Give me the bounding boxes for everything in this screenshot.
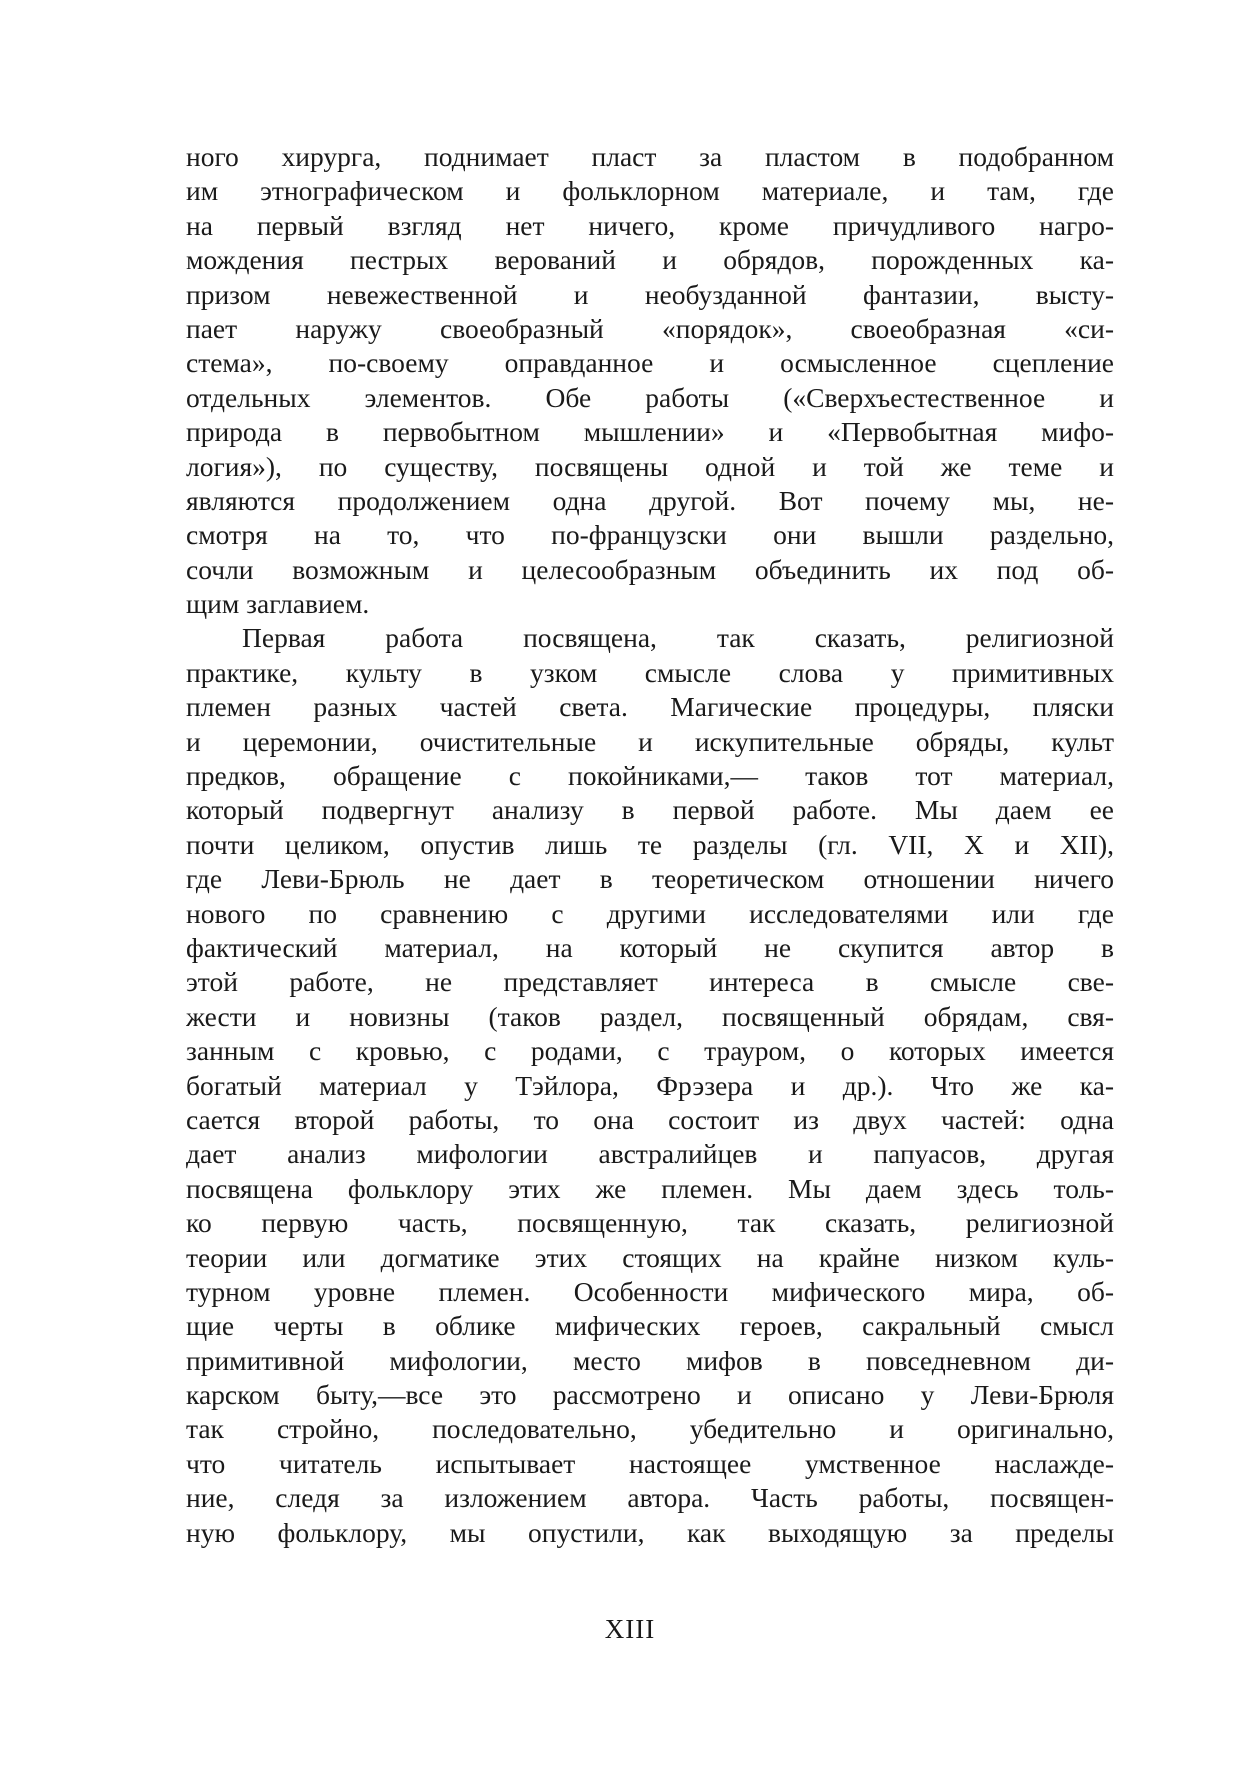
text-line: щим заглавием. (186, 588, 370, 620)
text-line: и церемонии, очистительные и искупительные обряды, культ (186, 725, 1114, 757)
text-line: на первый взгляд нет ничего, кроме причудливого нагро- (186, 209, 1114, 241)
text-line: пает наружу своеобразный «порядок», своеобразная «си- (186, 312, 1114, 344)
page-body (186, 140, 1114, 1550)
text-line: сается второй работы, то она состоит из двух частей: одна (186, 1103, 1114, 1135)
text-line: ко первую часть, посвященную, так сказать, религиозной (186, 1207, 1114, 1239)
text-line: смотря на то, что по-французски они вышли раздельно, (186, 519, 1114, 551)
text-line: посвящена фольклору этих же племен. Мы даем здесь толь- (186, 1172, 1114, 1204)
text-line: стема», по-своему оправданное и осмысленное сцепление (186, 347, 1114, 379)
page-number: XIII (604, 1614, 656, 1644)
text-line: нового по сравнению с другими исследователями или где (186, 897, 1114, 929)
text-line: турном уровне племен. Особенности мифического мира, об- (186, 1275, 1114, 1307)
text-line: занным с кровью, с родами, с трауром, о которых имеется (186, 1035, 1114, 1067)
paragraph-2 (186, 621, 1114, 1550)
text-line: призом невежественной и необузданной фантазии, высту- (186, 278, 1114, 310)
text-line: дает анализ мифологии австралийцев и папуасов, другая (186, 1138, 1114, 1170)
text-line: ного хирурга, поднимает пласт за пластом в подобранном (186, 141, 1114, 172)
text-line: ние, следя за изложением автора. Часть работы, посвящен- (186, 1482, 1114, 1514)
paragraph-1 (186, 140, 1114, 621)
text-line: щие черты в облике мифических героев, сакральный смысл (186, 1310, 1114, 1342)
text-line: сочли возможным и целесообразным объединить их под об- (186, 553, 1114, 585)
text-line: этой работе, не представляет интереса в смысле све- (186, 966, 1114, 998)
text-line: карском быту,—все это рассмотрено и описано у Леви-Брюля (186, 1379, 1114, 1411)
text-line: отдельных элементов. Обе работы («Сверхъестественное и (186, 381, 1114, 413)
text-line: фактический материал, на который не скупится автор в (186, 931, 1114, 963)
text-line: ную фольклору, мы опустили, как выходящую за пределы (186, 1516, 1114, 1548)
text-line: почти целиком, опустив лишь те разделы (гл. VII, X и XII), (186, 828, 1114, 860)
text-line: богатый материал у Тэйлора, Фрэзера и др.). Что же ка- (186, 1069, 1114, 1101)
text-line: жести и новизны (таков раздел, посвященный обрядам, свя- (186, 1000, 1114, 1032)
text-line: им этнографическом и фольклорном материале, и там, где (186, 175, 1114, 207)
text-line: который подвергнут анализу в первой работе. Мы даем ее (186, 794, 1114, 826)
text-line: практике, культу в узком смысле слова у примитивных (186, 656, 1114, 688)
text-line: логия»), по существу, посвящены одной и той же теме и (186, 450, 1114, 482)
text-line: так стройно, последовательно, убедительно и оригинально, (186, 1413, 1114, 1445)
text-line: что читатель испытывает настоящее умственное наслажде- (186, 1447, 1114, 1479)
text-line: где Леви-Брюль не дает в теоретическом отношении ничего (186, 863, 1114, 895)
text-line: предков, обращение с покойниками,— таков тот материал, (186, 760, 1114, 792)
text-line: Первая работа посвящена, так сказать, религиозной (242, 622, 1114, 654)
text-line: природа в первобытном мышлении» и «Первобытная мифо- (186, 416, 1114, 448)
text-line: теории или догматике этих стоящих на крайне низком куль- (186, 1241, 1114, 1273)
text-line: племен разных частей света. Магические процедуры, пляски (186, 691, 1114, 723)
text-line: являются продолжением одна другой. Вот почему мы, не- (186, 484, 1114, 516)
text-line: мождения пестрых верований и обрядов, порожденных ка- (186, 244, 1114, 276)
text-line: примитивной мифологии, место мифов в повседневном ди- (186, 1344, 1114, 1376)
